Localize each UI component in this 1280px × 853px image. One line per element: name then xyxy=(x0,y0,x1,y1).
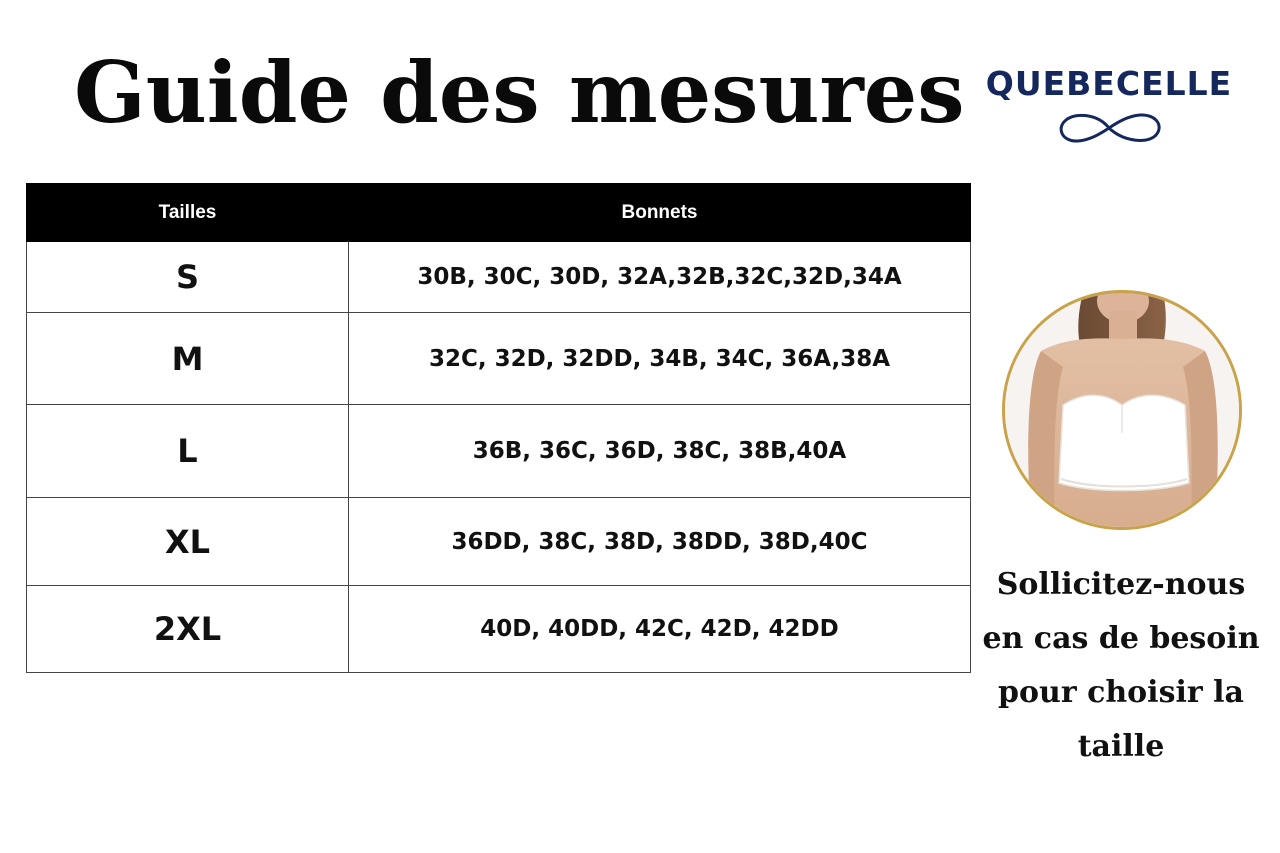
table-row xyxy=(27,242,971,313)
infinity-icon xyxy=(1052,108,1166,148)
help-line: en cas de besoin xyxy=(982,621,1260,656)
help-line: pour choisir la xyxy=(998,675,1244,710)
help-message xyxy=(976,558,1266,774)
brand-logo[interactable] xyxy=(984,62,1234,154)
cups-cell: 36B, 36C, 36D, 38C, 38B,40A xyxy=(349,405,971,498)
page-title: Guide des mesures xyxy=(74,43,965,142)
size-cell: 2XL xyxy=(27,586,349,673)
header-cups: Bonnets xyxy=(349,184,971,242)
size-cell: S xyxy=(27,242,349,313)
header-sizes: Tailles xyxy=(27,184,349,242)
cups-cell: 36DD, 38C, 38D, 38DD, 38D,40C xyxy=(349,498,971,586)
help-line: Sollicitez-nous xyxy=(996,567,1246,602)
size-cell: M xyxy=(27,313,349,405)
table-row xyxy=(27,405,971,498)
bandeau-bra-photo xyxy=(1005,293,1239,527)
table-row xyxy=(27,313,971,405)
cups-cell: 30B, 30C, 30D, 32A,32B,32C,32D,34A xyxy=(349,242,971,313)
size-guide-table xyxy=(26,183,971,673)
help-line: taille xyxy=(1077,729,1165,764)
cups-cell: 32C, 32D, 32DD, 34B, 34C, 36A,38A xyxy=(349,313,971,405)
table-row xyxy=(27,586,971,673)
table-row xyxy=(27,498,971,586)
brand-name: QUEBECELLE xyxy=(985,64,1233,103)
cups-cell: 40D, 40DD, 42C, 42D, 42DD xyxy=(349,586,971,673)
table-header-row xyxy=(27,184,971,242)
size-cell: XL xyxy=(27,498,349,586)
product-photo xyxy=(1002,290,1242,530)
size-cell: L xyxy=(27,405,349,498)
